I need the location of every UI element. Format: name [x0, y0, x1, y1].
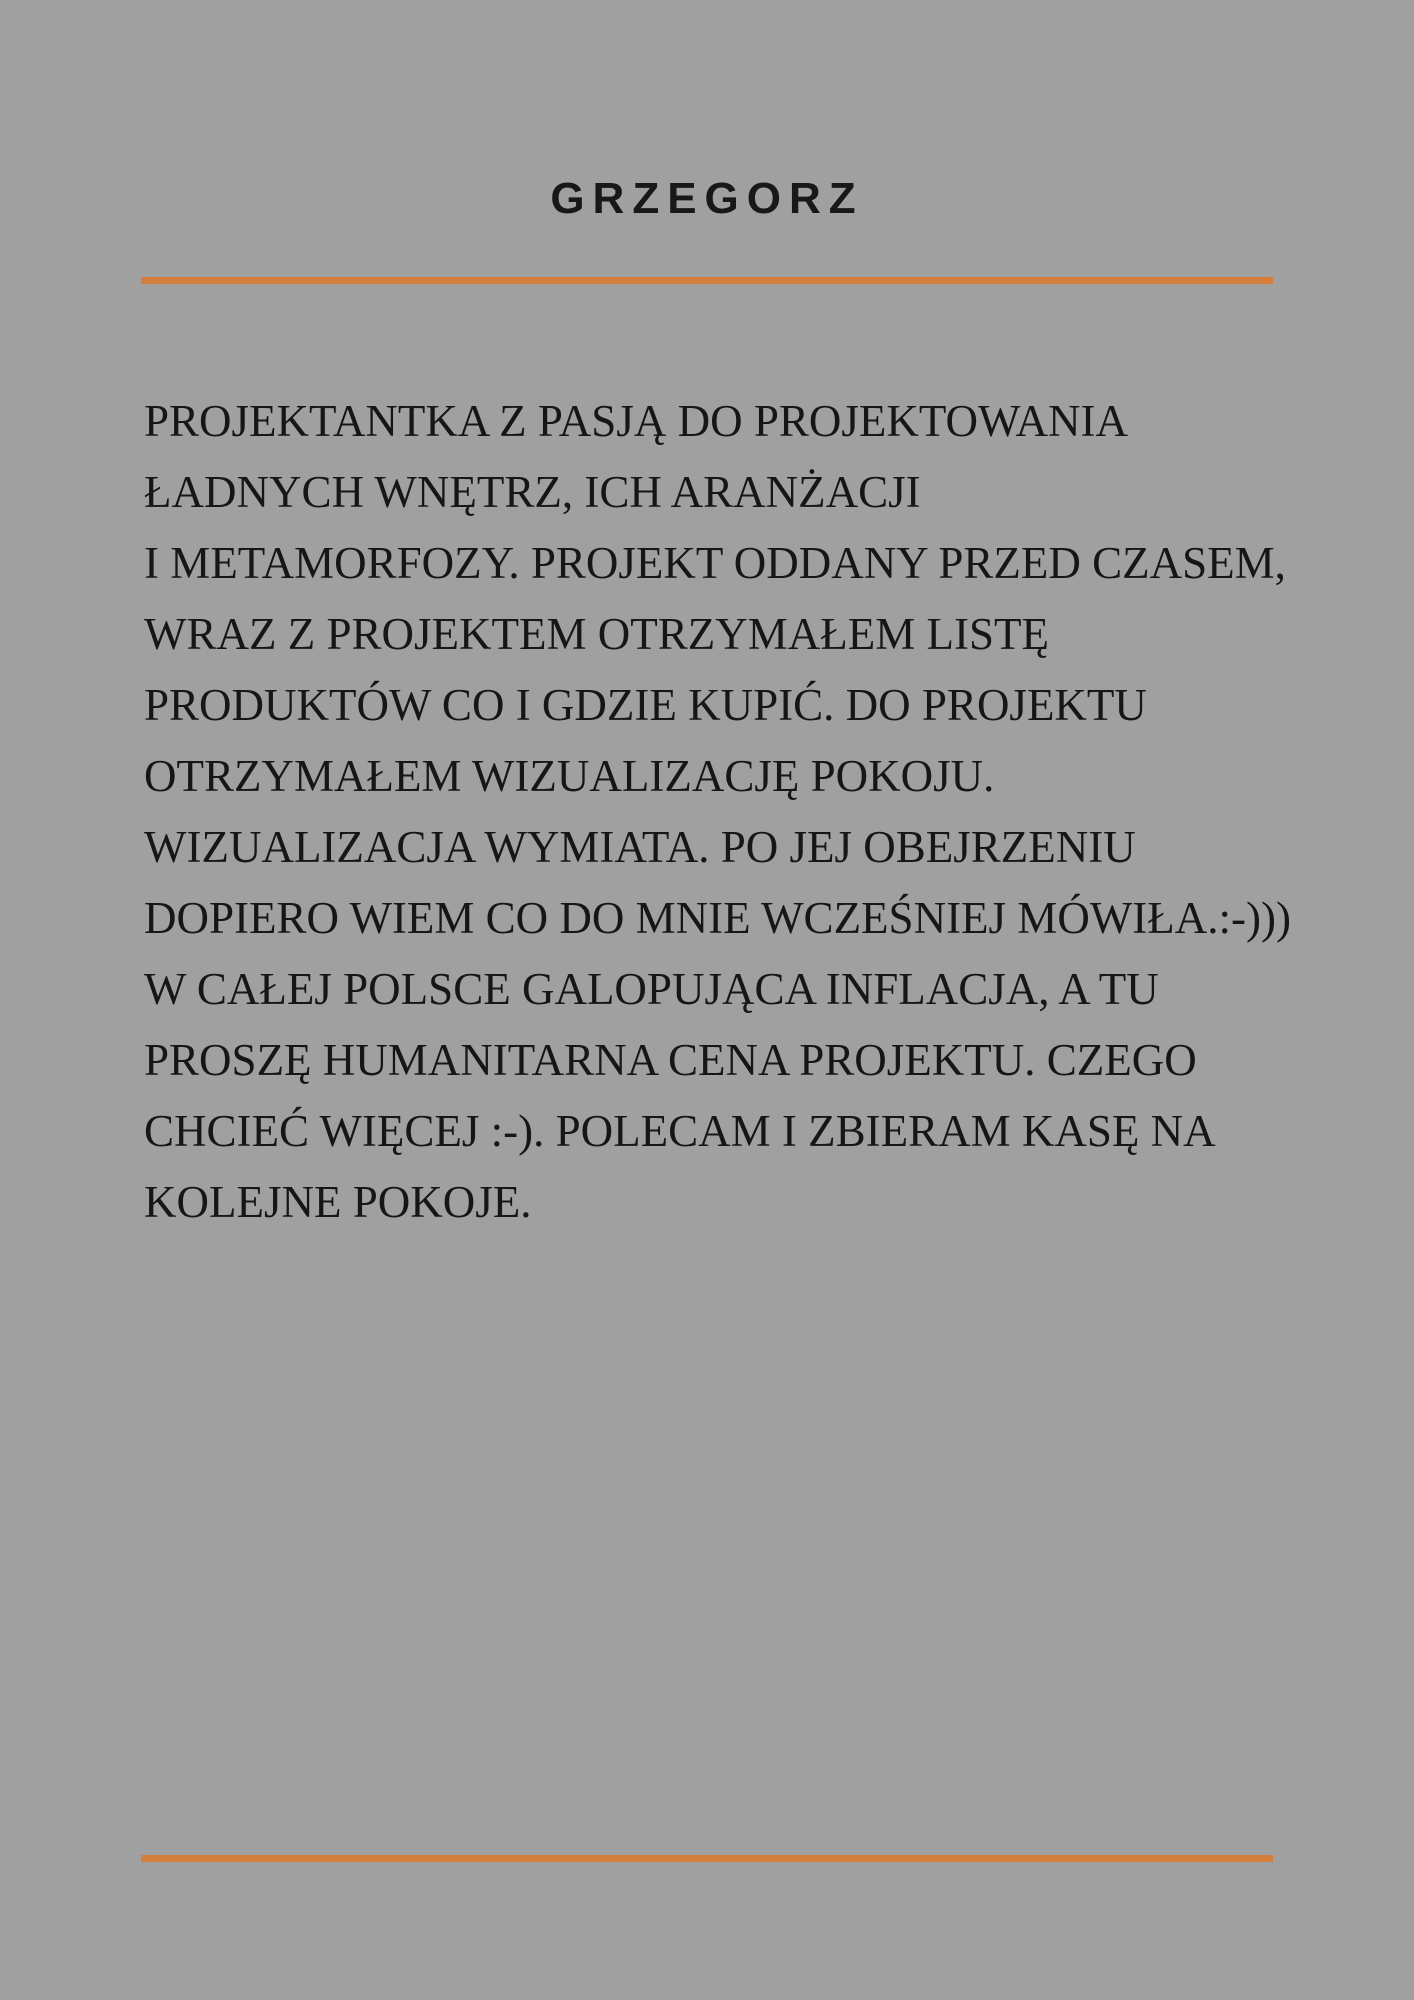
testimonial-line: KOLEJNE POKOJE. — [144, 1177, 532, 1227]
testimonial-line: W CAŁEJ POLSCE GALOPUJĄCA INFLACJA, A TU — [144, 964, 1159, 1014]
testimonial-text — [144, 386, 1344, 1238]
testimonial-line: OTRZYMAŁEM WIZUALIZACJĘ POKOJU. — [144, 751, 995, 801]
testimonial-line: WRAZ Z PROJEKTEM OTRZYMAŁEM LISTĘ — [144, 609, 1049, 659]
testimonial-line: PROSZĘ HUMANITARNA CENA PROJEKTU. CZEGO — [144, 1035, 1197, 1085]
testimonial-line: PROJEKTANTKA Z PASJĄ DO PROJEKTOWANIA — [144, 396, 1129, 446]
testimonial-line: PRODUKTÓW CO I GDZIE KUPIĆ. DO PROJEKTU — [144, 680, 1147, 730]
testimonial-line: WIZUALIZACJA WYMIATA. PO JEJ OBEJRZENIU — [144, 822, 1136, 872]
bottom-divider-line — [141, 1855, 1273, 1862]
testimonial-line: CHCIEĆ WIĘCEJ :-). POLECAM I ZBIERAM KASĘ NA — [144, 1106, 1216, 1156]
top-divider-line — [141, 277, 1273, 284]
page-title: GRZEGORZ — [550, 174, 864, 223]
testimonial-line: I METAMORFOZY. PROJEKT ODDANY PRZED CZASEM, — [144, 538, 1286, 588]
testimonial-line: DOPIERO WIEM CO DO MNIE WCZEŚNIEJ MÓWIŁA.:-))) — [144, 893, 1291, 943]
testimonial-line: ŁADNYCH WNĘTRZ, ICH ARANŻACJI — [144, 467, 921, 517]
